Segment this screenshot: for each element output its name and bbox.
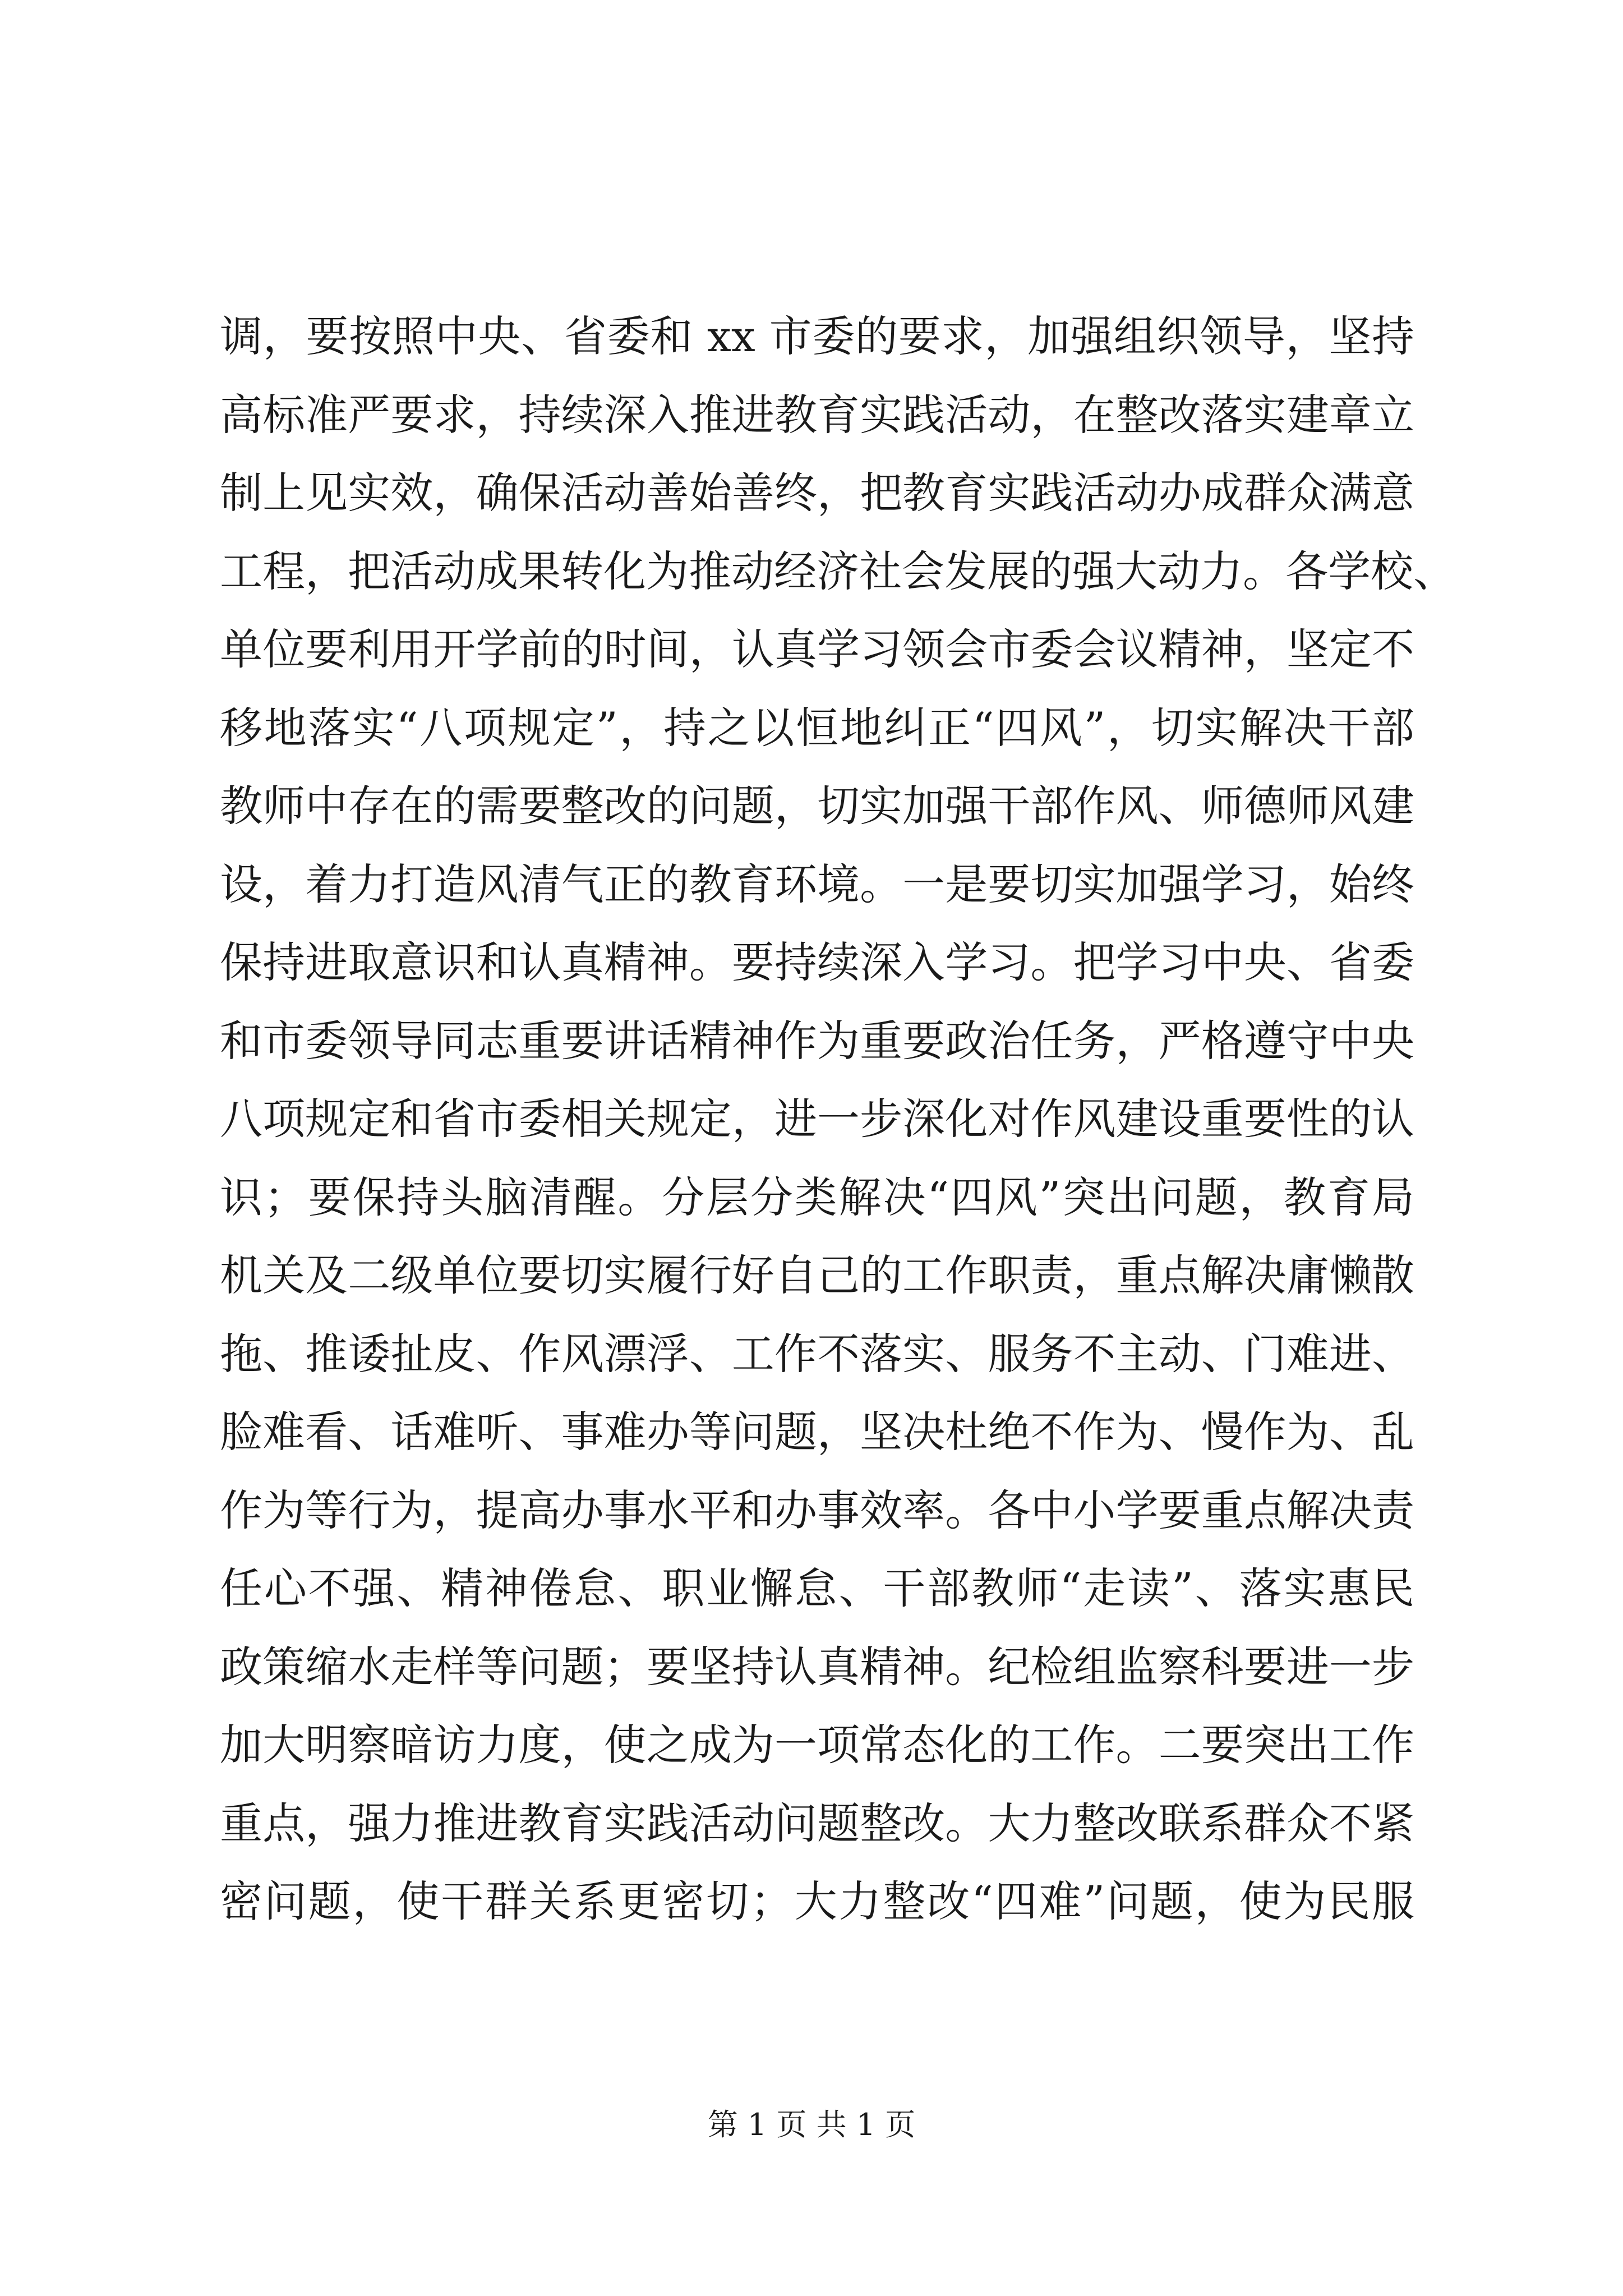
text-line: 作为等行为，提高办事水平和办事效率。各中小学要重点解决责 bbox=[220, 1485, 1414, 1535]
text-line: 教师中存在的需要整改的问题，切实加强干部作风、师德师风建 bbox=[220, 781, 1414, 831]
text-line: 工程，把活动成果转化为推动经济社会发展的强大动力。各学校、 bbox=[220, 546, 1456, 596]
page-footer: 第 1 页 共 1 页 bbox=[707, 2107, 916, 2142]
text-line: 机关及二级单位要切实履行好自己的工作职责，重点解决庸懒散 bbox=[220, 1250, 1414, 1300]
text-line: 移地落实“八项规定”，持之以恒地纠正“四风”，切实解决干部 bbox=[220, 702, 1414, 753]
text-line: 政策缩水走样等问题；要坚持认真精神。纪检组监察科要进一步 bbox=[220, 1641, 1414, 1692]
text-line: 设，着力打造风清气正的教育环境。一是要切实加强学习，始终 bbox=[220, 859, 1414, 909]
text-line: 识；要保持头脑清醒。分层分类解决“四风”突出问题，教育局 bbox=[220, 1172, 1414, 1222]
text-line: 高标准严要求，持续深入推进教育实践活动，在整改落实建章立 bbox=[220, 389, 1414, 440]
text-line: 和市委领导同志重要讲话精神作为重要政治任务，严格遵守中央 bbox=[220, 1015, 1414, 1066]
text-line: 八项规定和省市委相关规定，进一步深化对作风建设重要性的认 bbox=[220, 1094, 1414, 1144]
text-line: 调，要按照中央、省委和 xx 市委的要求，加强组织领导，坚持 bbox=[220, 311, 1414, 361]
body-text bbox=[220, 297, 1456, 1941]
text-line: 单位要利用开学前的时间，认真学习领会市委会议精神，坚定不 bbox=[220, 624, 1414, 674]
text-line: 任心不强、精神倦怠、职业懈怠、干部教师“走读”、落实惠民 bbox=[220, 1563, 1414, 1613]
text-line: 脸难看、话难听、事难办等问题，坚决杜绝不作为、慢作为、乱 bbox=[220, 1407, 1414, 1457]
text-line: 拖、推诿扯皮、作风漂浮、工作不落实、服务不主动、门难进、 bbox=[220, 1328, 1414, 1379]
text-line: 重点，强力推进教育实践活动问题整改。大力整改联系群众不紧 bbox=[220, 1798, 1414, 1848]
text-line: 制上见实效，确保活动善始善终，把教育实践活动办成群众满意 bbox=[220, 468, 1414, 518]
text-line: 保持进取意识和认真精神。要持续深入学习。把学习中央、省委 bbox=[220, 937, 1414, 987]
text-line: 加大明察暗访力度，使之成为一项常态化的工作。二要突出工作 bbox=[220, 1720, 1414, 1770]
text-line: 密问题，使干群关系更密切；大力整改“四难”问题，使为民服 bbox=[220, 1876, 1414, 1926]
